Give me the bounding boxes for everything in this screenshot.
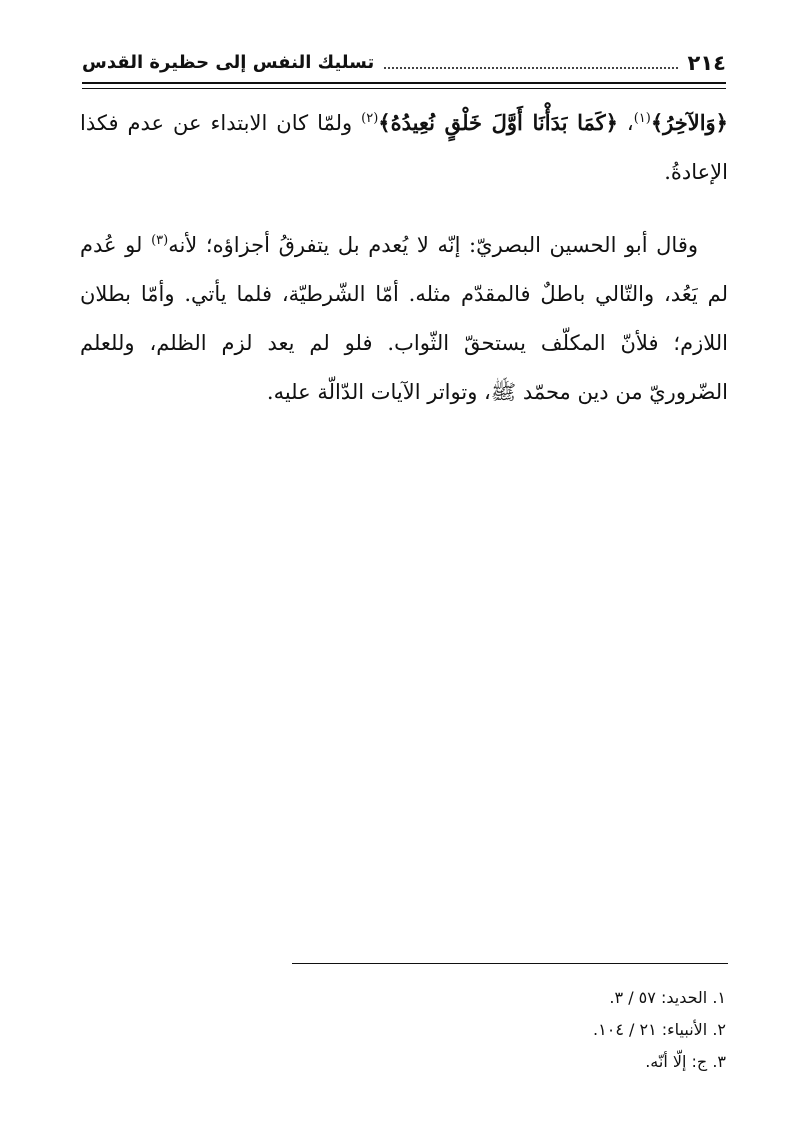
body-text: [80, 98, 728, 417]
footnote-ref-1: (١): [633, 111, 651, 126]
separator-text: ،: [617, 111, 634, 135]
paragraph-2-text-end: لو عُدم لم يَعُد، والتّالي باطلٌ فالمقدّم مثله. أمّا الشّرطيّة، فلما يأتي. وأمّا بطلان اللازم؛ فلأنّ المكلّف يستحقّ الثّواب. فلو لم يعد لزم الظلم، وللعلم الضّروريّ من دين محمّد ﷺ، وتواتر الآيات الدّالّة عليه.: [80, 233, 728, 404]
footnote-ref-3: (٣): [151, 233, 169, 248]
quran-quote-1: ﴿وَالآخِرُ﴾: [650, 110, 728, 135]
footnote-2: ٢. الأنبياء: ٢١ / ١٠٤.: [593, 1020, 726, 1039]
header-divider: [82, 82, 726, 89]
quran-quote-2: ﴿كَمَا بَدَأْنَا أَوَّلَ خَلْقٍ نُعِيدُهُ﴾: [378, 110, 618, 135]
header-dot-leader: [384, 66, 677, 69]
paragraph-1-text: ولمّا كان الابتداء عن عدم فكذا الإعادةُ.: [80, 111, 728, 184]
footnote-divider: [292, 963, 728, 964]
footnote-1: ١. الحديد: ٥٧ / ٣.: [609, 988, 726, 1007]
page-number: ٢١٤: [687, 51, 726, 75]
running-header: [82, 42, 726, 76]
footnote-ref-2: (٢): [361, 111, 379, 126]
paragraph-1: [80, 98, 728, 197]
paragraph-2-text-start: وقال أبو الحسين البصريّ: إنّه لا يُعدم بل يتفرقُ أجزاؤه؛ لأنه: [168, 233, 699, 257]
footnotes: [82, 982, 726, 1078]
footnote-3: ٣. ج: إلّا أنّه.: [645, 1052, 726, 1071]
running-title: تسليك النفس إلى حظيرة القدس: [82, 52, 375, 73]
paragraph-2: [80, 221, 728, 417]
